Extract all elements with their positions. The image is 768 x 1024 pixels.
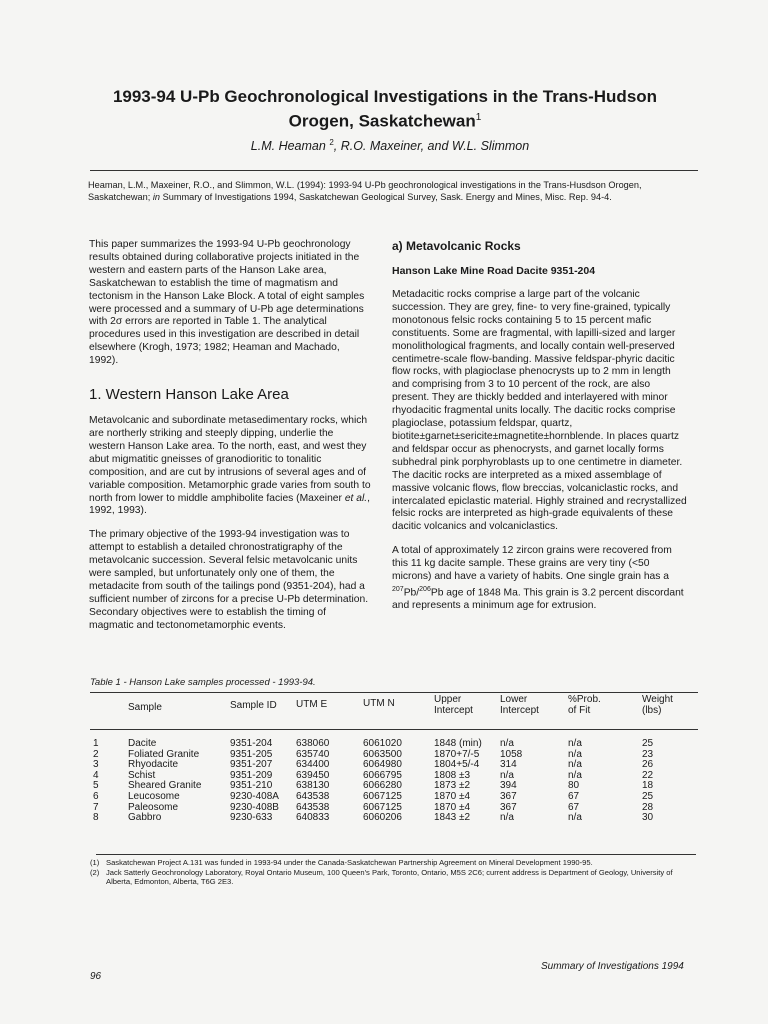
objective-paragraph: The primary objective of the 1993-94 investigation was to attempt to establish a detailed chronostratigraphy of the metavolcanic succession. Several felsic metavolcanic units were sampled, but unfortunately only one of them, the metadacite from south of the tailings pond (9351-204), had a sufficient number of zircons for a precise U-Pb determination. Secondary objectives were to establish the timing of magmatic and tectonometamorphic events. <box>89 529 369 631</box>
table-cell-num: 1 <box>93 738 99 749</box>
section-heading-metavolcanic: a) Metavolcanic Rocks <box>392 239 521 253</box>
page-number: 96 <box>90 971 102 982</box>
zircon-paragraph: A total of approximately 12 zircon grains were recovered from this 11 kg dacite sample. These grains are very tiny (<50 microns) and have a variety of habits. One single grain has a $^{207}$Pb/$^{206}$Pb age of 1848 Ma. This grain is 3.2 percent discordant and represents a minimum age for extrusion. <box>392 545 684 612</box>
table-cell-lower: 367 <box>500 801 517 813</box>
table-cell-id: 9351-210 <box>230 780 273 792</box>
table-cell-utmn: 6060206 <box>363 812 402 824</box>
intro-paragraph: This paper summarizes the 1993-94 U-Pb geochronology results obtained during collaborative projects initiated in the western and eastern parts of the Hanson Lake area, Saskatchewan to establish the time of magmatism and tectonism in the Hanson Lake Block. A total of eight samples were processed and a summary of U-Pb age determinations with 2σ errors are reported in Table 1. The analytical procedures used in this investigation are described in detail elsewhere (Krogh, 1973; 1982; Heaman and Machado, 1992). <box>89 239 365 367</box>
table-cell-sample: Sheared Granite <box>128 780 202 792</box>
table-cell-upper: 1808 ±3 <box>434 769 471 781</box>
footnote-1: (1) Saskatchewan Project A.131 was funded in 1993-94 under the Canada-Saskatchewan Partnership Agreement on Mineral Development 1990-95. <box>90 858 593 867</box>
right-column <box>392 239 688 613</box>
table-cell-upper: 1870 ±4 <box>434 791 471 802</box>
table-cell-lower: n/a <box>500 812 514 824</box>
table-cell-weight: 22 <box>642 769 654 781</box>
table-cell-prob: n/a <box>568 759 582 771</box>
table-header-rule <box>90 729 698 730</box>
table-cell-sample: Leucosome <box>128 791 180 802</box>
table-cell-sample: Paleosome <box>128 801 179 813</box>
footnotes <box>90 858 690 887</box>
table-cell-num: 8 <box>93 812 99 824</box>
table-cell-lower: n/a <box>500 738 514 749</box>
table-caption: Table 1 - Hanson Lake samples processed - 1993-94. <box>90 677 316 688</box>
table-cell-id: 9351-204 <box>230 738 273 749</box>
table-cell-weight: 30 <box>642 812 654 824</box>
table-cell-utmn: 6063500 <box>363 748 402 760</box>
table-cell-num: 7 <box>93 801 99 813</box>
table-cell-utmn: 6066795 <box>363 769 402 781</box>
left-column <box>89 239 371 633</box>
table-cell-upper: 1870+7/-5 <box>434 748 480 760</box>
citation-block <box>88 180 696 203</box>
first-author: L.M. Heaman <box>250 139 326 154</box>
table-cell-utme: 635740 <box>296 748 330 760</box>
table-cell-prob: n/a <box>568 812 582 824</box>
table-cell-weight: 18 <box>642 780 654 792</box>
footnote-2: (2) Jack Satterly Geochronology Laboratory, Royal Ontario Museum, 100 Queen's Park, Toronto, Ontario, M5S 2C6; current address is Department of Geology, University of Alberta, Edmonton, Alberta, T6G 2E3. <box>90 867 673 886</box>
table-cell-upper: 1870 ±4 <box>434 801 471 813</box>
table-cell-utmn: 6067125 <box>363 791 402 802</box>
table-cell-utme: 640833 <box>296 812 330 824</box>
title-footnote-mark: 1 <box>475 112 482 123</box>
table-bottom-rule <box>96 854 696 855</box>
table-cell-upper: 1804+5/-4 <box>434 759 480 771</box>
table-cell-utme: 634400 <box>296 759 330 771</box>
table-cell-sample: Schist <box>128 769 156 781</box>
header-sample: Sample <box>128 702 162 713</box>
table-cell-weight: 25 <box>642 738 654 749</box>
table-cell-lower: n/a <box>500 769 514 781</box>
subsection-heading-dacite: Hanson Lake Mine Road Dacite 9351-204 <box>392 265 596 277</box>
table-cell-num: 3 <box>93 759 99 771</box>
table-cell-utmn: 6067125 <box>363 801 402 813</box>
table-cell-prob: n/a <box>568 748 582 760</box>
table-cell-utme: 639450 <box>296 769 330 781</box>
paper-title-line-2: Orogen, Saskatchewan <box>288 111 476 131</box>
header-upper-intercept: Upper Intercept <box>434 694 473 716</box>
table-cell-weight: 26 <box>642 759 654 771</box>
table-cell-weight: 28 <box>642 801 654 813</box>
table-cell-num: 6 <box>93 791 99 802</box>
citation-in: in <box>152 191 161 202</box>
other-authors: , R.O. Maxeiner, and W.L. Slimmon <box>333 139 530 154</box>
table-cell-utme: 643538 <box>296 801 330 813</box>
table-cell-id: 9351-205 <box>230 748 273 760</box>
table-cell-utme: 638060 <box>296 738 330 749</box>
table-cell-prob: 67 <box>568 791 580 802</box>
table-cell-weight: 25 <box>642 791 654 802</box>
author-footnote-mark: 2 <box>329 138 334 147</box>
header-utm-e: UTM E <box>296 699 328 710</box>
header-weight: Weight (lbs) <box>642 694 673 716</box>
header-lower-intercept: Lower Intercept <box>500 694 539 716</box>
table-cell-num: 5 <box>93 780 99 792</box>
paper-title-line-1: 1993-94 U-Pb Geochronological Investigations in the Trans-Hudson <box>112 87 658 106</box>
header-utm-n: UTM N <box>363 698 395 709</box>
table-cell-prob: 80 <box>568 780 580 792</box>
table-cell-id: 9230-408A <box>230 791 279 802</box>
table-cell-utme: 638130 <box>296 780 330 792</box>
table-cell-prob: n/a <box>568 738 582 749</box>
table-cell-weight: 23 <box>642 748 654 760</box>
table-cell-id: 9230-633 <box>230 812 273 824</box>
table-cell-lower: 394 <box>500 780 517 792</box>
table-cell-upper: 1848 (min) <box>434 738 482 749</box>
table-cell-prob: n/a <box>568 769 582 781</box>
geology-paragraph: Metavolcanic and subordinate metasedimentary rocks, which are northerly striking and steeply dipping, underlie the western Hanson Lake area. To the north, east, and west they abut migmatitic gneisses of granodioritic to tonalitic composition, and are cut by intrusions of several ages and of variable composition. Metamorphic grade varies from south to north from lower to middle amphibolite facies (Maxeiner et al., 1992, 1993). <box>89 415 371 517</box>
table-cell-sample: Dacite <box>128 738 157 749</box>
running-footer: Summary of Investigations 1994 <box>541 961 684 972</box>
table-top-rule <box>90 692 698 693</box>
header-prob-of-fit: %Prob. of Fit <box>568 694 601 716</box>
table-cell-id: 9351-209 <box>230 769 273 781</box>
table-cell-id: 9351-207 <box>230 759 273 771</box>
table-cell-lower: 314 <box>500 759 517 771</box>
dacite-description-paragraph: Metadacitic rocks comprise a large part of the volcanic succession. They are grey, fine- to very fine-grained, typically monotonous felsic rocks containing 5 to 15 percent mafic constituents. Some are fragmental, with lapilli-sized and larger monolithological fragments, and locally contain well-preserved centimetre-scale flow-banding. Massive feldspar-phyric dacitic flow rocks, with plagioclase phenocrysts up to 2 mm in length and comprising from 3 to 10 percent of the rock, are also present. They are thickly bedded and interlayered with minor rhyodacitic fragmental units locally. The dacitic rocks comprise plagioclase, potassium feldspar, quartz, biotite±garnet±sericite±magnetite±hornblende. In places quartz and feldspar occur as phenocrysts, and garnet locally forms subhedral pink porphyroblasts up to one centimetre in diameter. The dacitic rocks are interpreted as a mixed assemblage of massive volcanic flows, flow breccias, volcaniclastic rocks, and intercalated epiclastic material. Highly strained and recrystallized felsic rocks are interpreted as high-grade equivalents of these dacitic volcanics and volcaniclastics. <box>392 289 687 533</box>
table-cell-num: 4 <box>93 769 99 781</box>
table-cell-id: 9230-408B <box>230 801 279 813</box>
citation-text-1: Heaman, L.M., Maxeiner, R.O., and Slimmon, W.L. (1994): 1993-94 U-Pb geochronological investigations in the Trans-Husdson Orogen, Saskatchewan; <box>88 180 642 202</box>
table-cell-lower: 367 <box>500 791 517 802</box>
table-cell-upper: 1873 ±2 <box>434 780 471 792</box>
table-cell-utmn: 6061020 <box>363 738 402 749</box>
table-cell-lower: 1058 <box>500 748 523 760</box>
table-cell-utme: 643538 <box>296 791 330 802</box>
section-heading-western-hanson: 1. Western Hanson Lake Area <box>89 386 289 404</box>
table-cell-utmn: 6064980 <box>363 759 402 771</box>
paper-title <box>60 86 710 132</box>
table-cell-sample: Gabbro <box>128 812 162 824</box>
table-cell-upper: 1843 ±2 <box>434 812 471 824</box>
citation-top-rule <box>90 170 698 171</box>
header-sample-id: Sample ID <box>230 700 277 711</box>
table-cell-sample: Rhyodacite <box>128 759 179 771</box>
table-cell-num: 2 <box>93 748 99 760</box>
citation-text-2: Summary of Investigations 1994, Saskatchewan Geological Survey, Sask. Energy and Mines, Misc. Rep. 94-4. <box>162 191 612 202</box>
table-cell-utmn: 6066280 <box>363 780 402 792</box>
author-list <box>60 138 720 153</box>
table-cell-prob: 67 <box>568 801 580 813</box>
table-cell-sample: Foliated Granite <box>128 748 200 760</box>
